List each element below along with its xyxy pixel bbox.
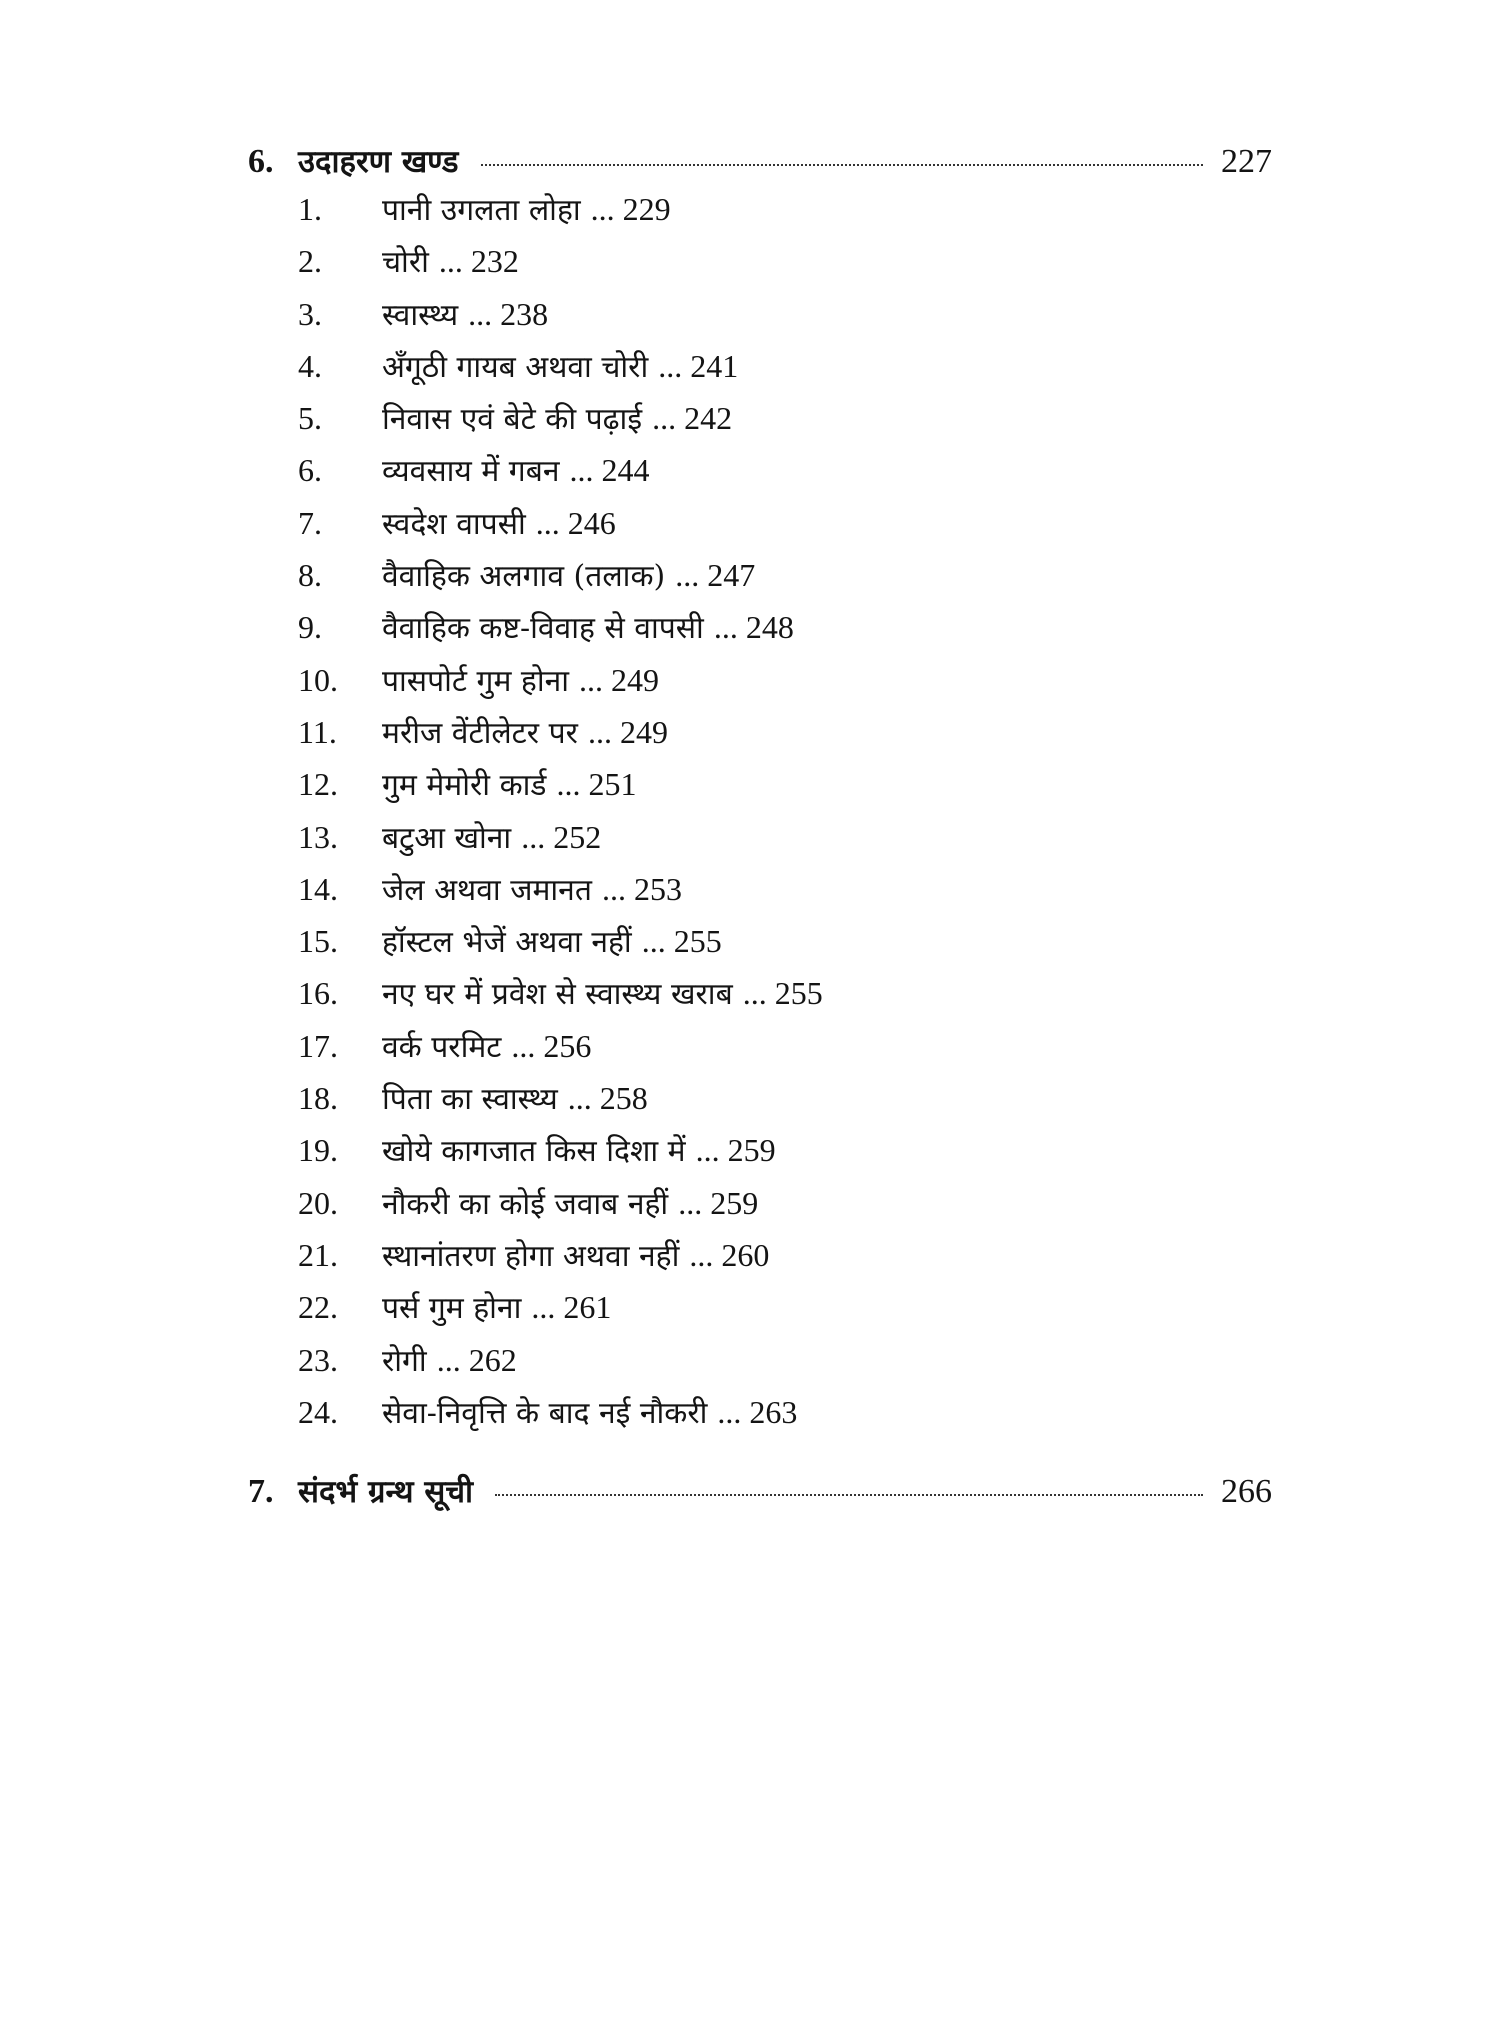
item-number: 14. [298, 870, 338, 907]
toc-item[interactable] [298, 816, 1198, 868]
item-number: 22. [298, 1289, 338, 1326]
toc-item[interactable] [298, 1129, 1198, 1181]
item-page-number: 247 [707, 557, 756, 594]
item-page-number: 251 [588, 766, 637, 803]
item-separator: ... [658, 347, 683, 384]
item-separator: ... [468, 295, 493, 332]
item-page-number: 261 [563, 1289, 612, 1326]
item-number: 21. [298, 1236, 338, 1273]
item-separator: ... [678, 1184, 703, 1221]
toc-item[interactable] [298, 1234, 1198, 1286]
dot-leader [481, 163, 1204, 166]
item-separator: ... [535, 504, 560, 541]
item-title: नौकरी का कोई जवाब नहीं [382, 1186, 669, 1222]
item-number: 12. [298, 766, 338, 803]
item-separator: ... [601, 870, 626, 907]
toc-item[interactable] [298, 920, 1198, 972]
toc-item[interactable] [298, 1339, 1198, 1391]
item-title: सेवा-निवृत्ति के बाद नई नौकरी [382, 1395, 708, 1431]
toc-item[interactable] [298, 606, 1198, 658]
item-title: बटुआ खोना [382, 820, 512, 856]
item-page-number: 244 [601, 452, 650, 489]
toc-item[interactable] [298, 293, 1198, 345]
item-separator: ... [695, 1132, 720, 1169]
item-title: गुम मेमोरी कार्ड [382, 768, 547, 804]
item-page-number: 246 [567, 504, 616, 541]
item-page-number: 249 [619, 713, 668, 750]
item-title: स्वदेश वापसी [382, 506, 526, 542]
toc-item[interactable] [298, 1391, 1198, 1443]
item-separator: ... [713, 609, 738, 646]
item-title: निवास एवं बेटे की पढ़ाई [382, 402, 643, 438]
toc-item[interactable] [298, 1286, 1198, 1338]
item-separator: ... [567, 1080, 592, 1117]
item-number: 16. [298, 975, 338, 1012]
item-page-number: 241 [690, 347, 739, 384]
item-separator: ... [675, 557, 700, 594]
toc-item[interactable] [298, 972, 1198, 1024]
item-page-number: 259 [710, 1184, 759, 1221]
item-page-number: 258 [599, 1080, 648, 1117]
section-page-number: 227 [1221, 143, 1272, 180]
toc-item[interactable] [298, 868, 1198, 920]
item-title: हॉस्टल भेजें अथवा नहीं [382, 925, 632, 961]
item-number: 7. [298, 504, 322, 541]
item-page-number: 256 [543, 1027, 592, 1064]
section-page-number: 266 [1221, 1473, 1272, 1510]
item-number: 5. [298, 400, 322, 437]
item-page-number: 242 [684, 400, 733, 437]
item-page-number: 249 [611, 661, 660, 698]
section-number: 6. [248, 143, 274, 180]
item-title: पानी उगलता लोहा [382, 193, 581, 228]
item-title: रोगी [382, 1343, 427, 1379]
item-number: 17. [298, 1027, 338, 1064]
section-title: उदाहरण खण्ड [298, 144, 459, 180]
item-title: पिता का स्वास्थ्य [382, 1082, 558, 1118]
item-page-number: 263 [749, 1393, 798, 1430]
item-separator: ... [587, 713, 612, 750]
item-number: 8. [298, 557, 322, 594]
item-page-number: 248 [745, 609, 794, 646]
item-title: वर्क परमिट [382, 1029, 502, 1065]
item-separator: ... [652, 400, 677, 437]
item-separator: ... [436, 1341, 461, 1378]
item-page-number: 260 [721, 1236, 770, 1273]
item-page-number: 253 [633, 870, 682, 907]
item-title: स्थानांतरण होगा अथवा नहीं [382, 1238, 680, 1274]
item-number: 6. [298, 452, 322, 489]
item-title: पर्स गुम होना [382, 1291, 522, 1327]
item-separator: ... [590, 191, 615, 227]
toc-section-7[interactable] [248, 1470, 1272, 1512]
item-title: स्वास्थ्य [382, 297, 459, 333]
item-page-number: 262 [468, 1341, 517, 1378]
item-page-number: 229 [622, 191, 671, 227]
item-separator: ... [438, 243, 463, 280]
item-page-number: 232 [470, 243, 519, 280]
item-separator: ... [717, 1393, 742, 1430]
item-title: वैवाहिक अलगाव (तलाक) [382, 559, 666, 595]
item-separator: ... [742, 975, 767, 1012]
item-title: वैवाहिक कष्ट-विवाह से वापसी [382, 611, 704, 647]
item-title: मरीज वेंटीलेटर पर [382, 715, 578, 751]
item-separator: ... [569, 452, 594, 489]
item-number: 15. [298, 923, 338, 960]
item-number: 20. [298, 1184, 338, 1221]
item-title: पासपोर्ट गुम होना [382, 663, 570, 699]
toc-item[interactable] [298, 397, 1198, 449]
item-number: 11. [298, 713, 337, 750]
item-number: 24. [298, 1393, 338, 1430]
toc-item[interactable] [298, 449, 1198, 501]
toc-item[interactable] [298, 502, 1198, 554]
item-number: 18. [298, 1080, 338, 1117]
toc-item[interactable] [298, 711, 1198, 763]
item-title: खोये कागजात किस दिशा में [382, 1134, 686, 1170]
item-separator: ... [521, 818, 546, 855]
item-separator: ... [641, 923, 666, 960]
item-title: व्यवसाय में गबन [382, 454, 560, 490]
item-number: 3. [298, 295, 322, 332]
toc-item-list [298, 188, 1198, 1443]
item-number: 10. [298, 661, 338, 698]
item-number: 1. [298, 191, 322, 227]
section-title: संदर्भ ग्रन्थ सूची [298, 1474, 474, 1510]
toc-item[interactable] [298, 240, 1198, 292]
item-page-number: 255 [774, 975, 823, 1012]
item-title: जेल अथवा जमानत [382, 872, 592, 908]
dot-leader [495, 1493, 1203, 1496]
toc-item[interactable] [298, 345, 1198, 397]
item-page-number: 255 [673, 923, 722, 960]
toc-item[interactable] [298, 188, 1198, 240]
item-number: 9. [298, 609, 322, 646]
item-page-number: 238 [500, 295, 549, 332]
item-separator: ... [689, 1236, 714, 1273]
toc-item[interactable] [298, 763, 1198, 815]
item-title: चोरी [382, 245, 429, 281]
toc-item[interactable] [298, 1077, 1198, 1129]
toc-section-6[interactable] [248, 140, 1272, 182]
item-number: 23. [298, 1341, 338, 1378]
item-separator: ... [511, 1027, 536, 1064]
item-title: नए घर में प्रवेश से स्वास्थ्य खराब [382, 977, 733, 1013]
item-separator: ... [531, 1289, 556, 1326]
toc-item[interactable] [298, 1025, 1198, 1077]
section-number: 7. [248, 1473, 274, 1510]
item-number: 19. [298, 1132, 338, 1169]
item-number: 2. [298, 243, 322, 280]
toc-item[interactable] [298, 1182, 1198, 1234]
toc-item[interactable] [298, 554, 1198, 606]
item-separator: ... [579, 661, 604, 698]
toc-item[interactable] [298, 659, 1198, 711]
item-page-number: 259 [727, 1132, 776, 1169]
item-title: अँगूठी गायब अथवा चोरी [382, 349, 649, 385]
item-number: 13. [298, 818, 338, 855]
item-number: 4. [298, 347, 322, 384]
item-page-number: 252 [553, 818, 602, 855]
item-separator: ... [556, 766, 581, 803]
